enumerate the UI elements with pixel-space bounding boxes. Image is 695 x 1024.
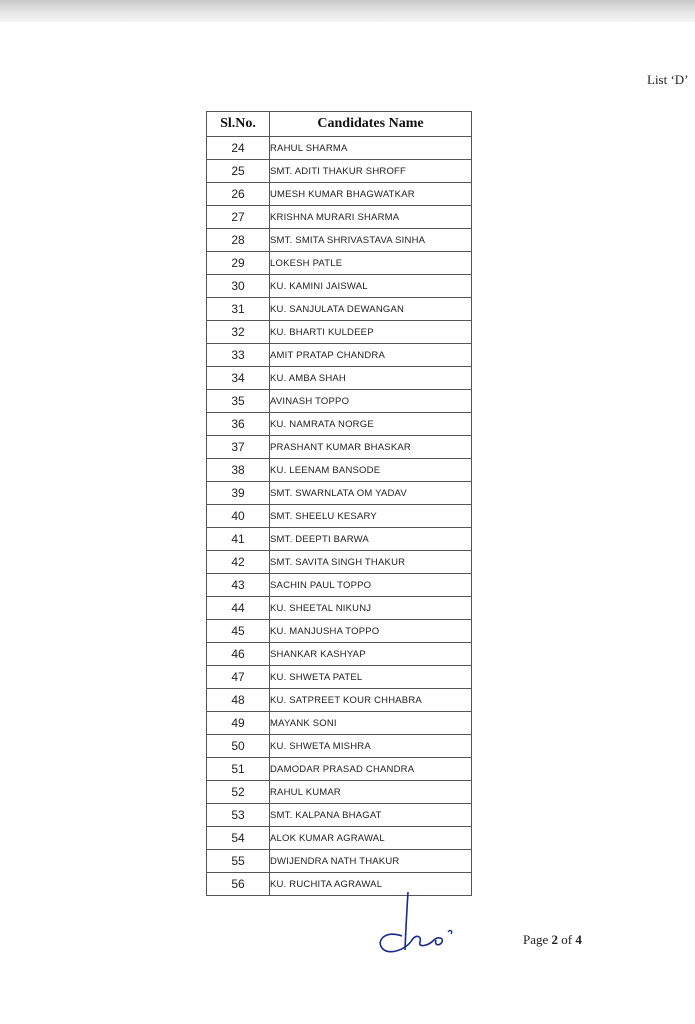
candidate-name-cell: SMT. KALPANA BHAGAT: [270, 804, 472, 827]
sl-no-cell: 28: [207, 229, 270, 252]
table-row: [207, 666, 472, 689]
page-total: 4: [575, 932, 582, 947]
sl-no-cell: 32: [207, 321, 270, 344]
table-row: [207, 505, 472, 528]
candidate-name-cell: KU. SATPREET KOUR CHHABRA: [270, 689, 472, 712]
table-row: [207, 804, 472, 827]
candidate-name-cell: SMT. SHEELU KESARY: [270, 505, 472, 528]
candidate-name-cell: SACHIN PAUL TOPPO: [270, 574, 472, 597]
table-row: [207, 620, 472, 643]
table-row: [207, 735, 472, 758]
candidate-name-cell: RAHUL SHARMA: [270, 137, 472, 160]
candidate-name-cell: SMT. SMITA SHRIVASTAVA SINHA: [270, 229, 472, 252]
sl-no-cell: 49: [207, 712, 270, 735]
candidate-name-cell: KU. AMBA SHAH: [270, 367, 472, 390]
table-row: [207, 850, 472, 873]
candidate-name-cell: UMESH KUMAR BHAGWATKAR: [270, 183, 472, 206]
candidate-name-cell: SMT. ADITI THAKUR SHROFF: [270, 160, 472, 183]
sl-no-header: Sl.No.: [207, 112, 270, 137]
sl-no-cell: 42: [207, 551, 270, 574]
table-row: [207, 160, 472, 183]
sl-no-cell: 25: [207, 160, 270, 183]
candidate-name-cell: KU. NAMRATA NORGE: [270, 413, 472, 436]
sl-no-cell: 38: [207, 459, 270, 482]
sl-no-cell: 56: [207, 873, 270, 896]
table-header-row: [207, 112, 472, 137]
candidate-name-cell: KU. RUCHITA AGRAWAL: [270, 873, 472, 896]
sl-no-cell: 27: [207, 206, 270, 229]
table-row: [207, 551, 472, 574]
sl-no-cell: 29: [207, 252, 270, 275]
sl-no-cell: 48: [207, 689, 270, 712]
table-body: [207, 137, 472, 896]
signature: [372, 890, 462, 960]
table-row: [207, 137, 472, 160]
table-row: [207, 528, 472, 551]
sl-no-cell: 39: [207, 482, 270, 505]
table-row: [207, 390, 472, 413]
table-row: [207, 344, 472, 367]
candidates-name-header: Candidates Name: [270, 112, 472, 137]
candidate-name-cell: PRASHANT KUMAR BHASKAR: [270, 436, 472, 459]
table-row: [207, 827, 472, 850]
candidate-name-cell: ALOK KUMAR AGRAWAL: [270, 827, 472, 850]
table-row: [207, 781, 472, 804]
candidate-name-cell: KU. SANJULATA DEWANGAN: [270, 298, 472, 321]
table-row: [207, 252, 472, 275]
sl-no-cell: 41: [207, 528, 270, 551]
table-row: [207, 206, 472, 229]
candidate-name-cell: LOKESH PATLE: [270, 252, 472, 275]
table-row: [207, 229, 472, 252]
sl-no-cell: 33: [207, 344, 270, 367]
sl-no-cell: 26: [207, 183, 270, 206]
sl-no-cell: 34: [207, 367, 270, 390]
sl-no-cell: 46: [207, 643, 270, 666]
candidate-name-cell: AVINASH TOPPO: [270, 390, 472, 413]
table-row: [207, 321, 472, 344]
sl-no-cell: 31: [207, 298, 270, 321]
table-row: [207, 758, 472, 781]
candidate-name-cell: KU. BHARTI KULDEEP: [270, 321, 472, 344]
sl-no-cell: 50: [207, 735, 270, 758]
candidate-name-cell: KU. SHEETAL NIKUNJ: [270, 597, 472, 620]
sl-no-cell: 45: [207, 620, 270, 643]
table-row: [207, 689, 472, 712]
table-row: [207, 643, 472, 666]
page-of-word: of: [561, 932, 573, 947]
candidate-name-cell: RAHUL KUMAR: [270, 781, 472, 804]
table-row: [207, 183, 472, 206]
sl-no-cell: 40: [207, 505, 270, 528]
table-row: [207, 574, 472, 597]
sl-no-cell: 53: [207, 804, 270, 827]
candidate-name-cell: KU. KAMINI JAISWAL: [270, 275, 472, 298]
candidate-name-cell: AMIT PRATAP CHANDRA: [270, 344, 472, 367]
candidate-name-cell: KU. SHWETA MISHRA: [270, 735, 472, 758]
sl-no-cell: 37: [207, 436, 270, 459]
candidate-name-cell: KRISHNA MURARI SHARMA: [270, 206, 472, 229]
candidate-name-cell: SMT. DEEPTI BARWA: [270, 528, 472, 551]
sl-no-cell: 54: [207, 827, 270, 850]
candidate-name-cell: KU. LEENAM BANSODE: [270, 459, 472, 482]
sl-no-cell: 36: [207, 413, 270, 436]
list-label: List ‘D’: [647, 72, 689, 87]
sl-no-cell: 43: [207, 574, 270, 597]
sl-no-cell: 55: [207, 850, 270, 873]
candidate-name-cell: DAMODAR PRASAD CHANDRA: [270, 758, 472, 781]
table-row: [207, 275, 472, 298]
table-row: [207, 597, 472, 620]
sl-no-cell: 35: [207, 390, 270, 413]
candidate-name-cell: SHANKAR KASHYAP: [270, 643, 472, 666]
candidate-name-cell: MAYANK SONI: [270, 712, 472, 735]
candidate-name-cell: KU. MANJUSHA TOPPO: [270, 620, 472, 643]
sl-no-cell: 47: [207, 666, 270, 689]
table-row: [207, 413, 472, 436]
scan-top-edge: [0, 0, 695, 22]
sl-no-cell: 24: [207, 137, 270, 160]
candidate-name-cell: SMT. SWARNLATA OM YADAV: [270, 482, 472, 505]
table-row: [207, 712, 472, 735]
table-row: [207, 367, 472, 390]
candidates-table: [206, 111, 472, 896]
sl-no-cell: 44: [207, 597, 270, 620]
page-number: [523, 932, 582, 948]
table-row: [207, 459, 472, 482]
table-row: [207, 298, 472, 321]
candidate-name-cell: SMT. SAVITA SINGH THAKUR: [270, 551, 472, 574]
sl-no-cell: 30: [207, 275, 270, 298]
sl-no-cell: 52: [207, 781, 270, 804]
candidate-name-cell: DWIJENDRA NATH THAKUR: [270, 850, 472, 873]
table-row: [207, 436, 472, 459]
table-row: [207, 482, 472, 505]
candidate-name-cell: KU. SHWETA PATEL: [270, 666, 472, 689]
sl-no-cell: 51: [207, 758, 270, 781]
page-current: 2: [551, 932, 559, 947]
page-word: Page: [523, 932, 549, 947]
